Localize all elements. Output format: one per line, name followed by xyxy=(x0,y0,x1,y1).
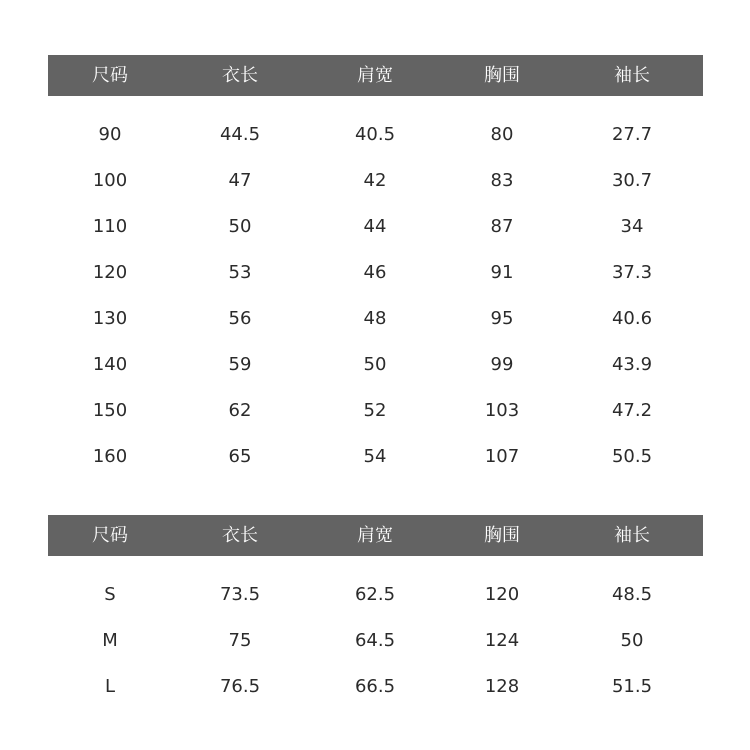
table-header xyxy=(48,55,703,96)
cell-length: 65 xyxy=(228,446,252,467)
table-row xyxy=(48,572,703,618)
cell-length: 47 xyxy=(228,170,252,191)
cell-shoulder: 46 xyxy=(363,262,387,283)
cell-sleeve: 47.2 xyxy=(611,400,653,421)
cell-chest: 80 xyxy=(490,124,514,145)
cell-length: 73.5 xyxy=(219,584,261,605)
header-length: 衣长 xyxy=(222,525,258,546)
cell-length: 62 xyxy=(228,400,252,421)
cell-size: 160 xyxy=(92,446,128,467)
header-sleeve: 袖长 xyxy=(614,525,650,546)
adult-size-table xyxy=(48,515,703,710)
cell-chest: 120 xyxy=(484,584,520,605)
cell-size: S xyxy=(104,584,116,605)
cell-shoulder: 54 xyxy=(363,446,387,467)
kids-size-table xyxy=(48,55,703,480)
cell-sleeve: 51.5 xyxy=(611,676,653,697)
cell-length: 75 xyxy=(228,630,252,651)
cell-sleeve: 40.6 xyxy=(611,308,653,329)
cell-sleeve: 34 xyxy=(620,216,644,237)
table-row xyxy=(48,664,703,710)
cell-sleeve: 43.9 xyxy=(611,354,653,375)
table-row xyxy=(48,388,703,434)
cell-chest: 87 xyxy=(490,216,514,237)
cell-shoulder: 50 xyxy=(363,354,387,375)
cell-shoulder: 48 xyxy=(363,308,387,329)
cell-length: 44.5 xyxy=(219,124,261,145)
cell-chest: 95 xyxy=(490,308,514,329)
cell-chest: 99 xyxy=(490,354,514,375)
cell-chest: 128 xyxy=(484,676,520,697)
cell-sleeve: 37.3 xyxy=(611,262,653,283)
cell-shoulder: 66.5 xyxy=(354,676,396,697)
cell-shoulder: 40.5 xyxy=(354,124,396,145)
cell-chest: 103 xyxy=(484,400,520,421)
cell-sleeve: 50.5 xyxy=(611,446,653,467)
cell-sleeve: 48.5 xyxy=(611,584,653,605)
cell-size: M xyxy=(102,630,118,651)
table-row xyxy=(48,618,703,664)
cell-shoulder: 64.5 xyxy=(354,630,396,651)
cell-chest: 107 xyxy=(484,446,520,467)
table-row xyxy=(48,112,703,158)
cell-shoulder: 52 xyxy=(363,400,387,421)
cell-length: 53 xyxy=(228,262,252,283)
cell-size: 140 xyxy=(92,354,128,375)
header-shoulder: 肩宽 xyxy=(357,525,393,546)
table-row xyxy=(48,250,703,296)
cell-size: 110 xyxy=(92,216,128,237)
cell-length: 76.5 xyxy=(219,676,261,697)
cell-length: 59 xyxy=(228,354,252,375)
header-size: 尺码 xyxy=(92,525,128,546)
cell-shoulder: 44 xyxy=(363,216,387,237)
cell-sleeve: 50 xyxy=(620,630,644,651)
cell-chest: 83 xyxy=(490,170,514,191)
table-row xyxy=(48,158,703,204)
header-shoulder: 肩宽 xyxy=(357,65,393,86)
cell-size: 120 xyxy=(92,262,128,283)
cell-shoulder: 42 xyxy=(363,170,387,191)
cell-length: 50 xyxy=(228,216,252,237)
table-body xyxy=(48,556,703,710)
table-row xyxy=(48,434,703,480)
cell-size: 90 xyxy=(98,124,122,145)
header-sleeve: 袖长 xyxy=(614,65,650,86)
cell-size: 100 xyxy=(92,170,128,191)
cell-size: 130 xyxy=(92,308,128,329)
table-row xyxy=(48,296,703,342)
cell-length: 56 xyxy=(228,308,252,329)
header-size: 尺码 xyxy=(92,65,128,86)
table-header xyxy=(48,515,703,556)
cell-chest: 91 xyxy=(490,262,514,283)
cell-chest: 124 xyxy=(484,630,520,651)
cell-size: L xyxy=(104,676,116,697)
cell-sleeve: 27.7 xyxy=(611,124,653,145)
cell-shoulder: 62.5 xyxy=(354,584,396,605)
cell-size: 150 xyxy=(92,400,128,421)
table-row xyxy=(48,204,703,250)
cell-sleeve: 30.7 xyxy=(611,170,653,191)
table-row xyxy=(48,342,703,388)
header-length: 衣长 xyxy=(222,65,258,86)
table-body xyxy=(48,96,703,480)
header-chest: 胸围 xyxy=(484,525,520,546)
header-chest: 胸围 xyxy=(484,65,520,86)
